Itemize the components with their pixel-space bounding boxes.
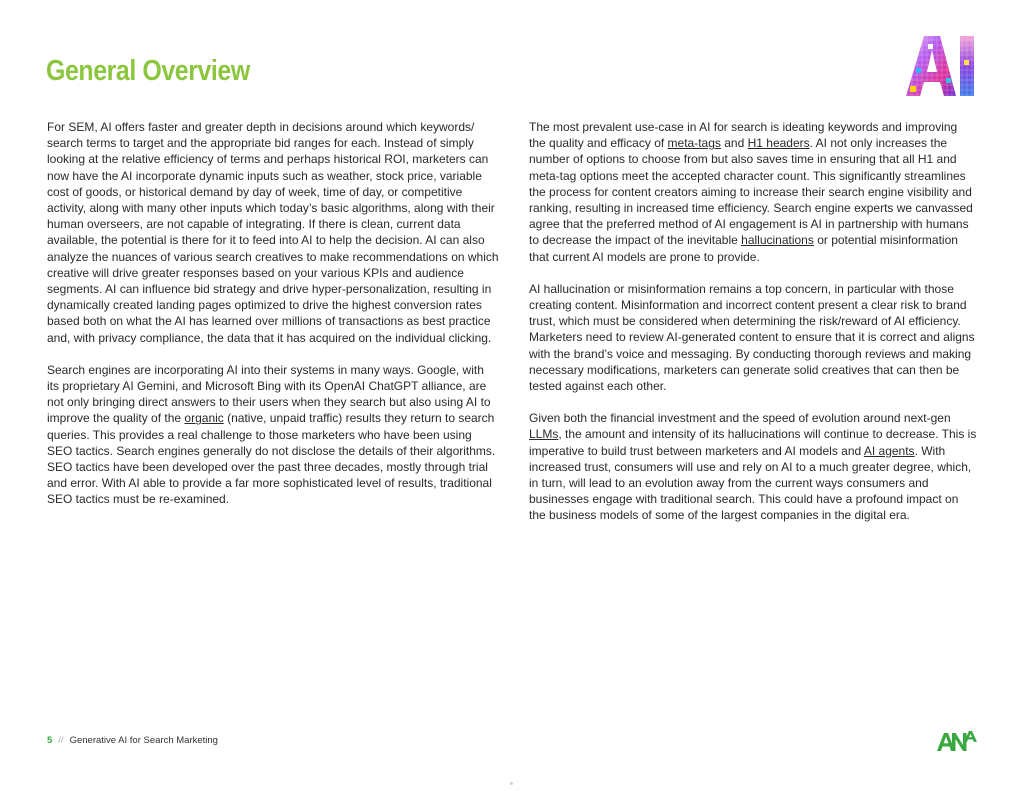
- left-column: [47, 119, 499, 524]
- ana-logo-icon: [935, 730, 979, 752]
- right-column: [529, 119, 977, 540]
- right-paragraph-1-text-b: and: [720, 136, 748, 151]
- right-paragraph-1: [529, 119, 977, 265]
- hallucinations-link[interactable]: hallucinations: [741, 233, 814, 248]
- right-paragraph-3-text-c: . With increased trust, consumers will use and rely on AI to a much greater degree, which, in turn, will lead to an evolution away from the current ways consumers and businesses engage with traditional search. This could have a profound impact on the business models of some of the largest companies in the digital era.: [529, 443, 972, 523]
- left-paragraph-2-text-a: Search engines are incorporating AI into their systems in many ways. Google, with its proprietary AI Gemini, and Microsoft Bing with its OpenAI ChatGPT alliance, are not only bringing direct answers to their users when they search but also using AI to improve the quality of the: [47, 362, 491, 426]
- left-paragraph-2-text-b: (native, unpaid traffic) results they return to search queries. This provides a real challenge to those marketers who have been using SEO tactics. Search engines generally do not disclose the details of their algorithms. SEO tactics have been developed over the past three decades, mostly through trial and error. With AI able to provide a far more sophisticated level of results, traditional SEO tactics must be re-examined.: [47, 411, 496, 507]
- right-paragraph-3-text-a: Given both the financial investment and the speed of evolution around next-gen: [529, 411, 951, 426]
- page-marker-dot: [510, 782, 513, 785]
- ai-logo-icon: [902, 30, 980, 100]
- right-paragraph-1-text-a: The most prevalent use-case in AI for search is ideating keywords and improving the quality and efficacy of: [529, 120, 958, 151]
- right-paragraph-3: [529, 410, 977, 523]
- left-paragraph-1: For SEM, AI offers faster and greater depth in decisions around which keywords/ search terms to target and the appropriate bid ranges for each. Instead of simply looking at the relative efficiency of terms and perhaps historical ROI, marketers can now have the AI incorporate dynamic inputs such as weather, stock price, variable cost of goods, or historical demand by day of week, time of day, or competitive activity, along with many other inputs which today’s basic algorithms, along with their human overseers, are not capable of integrating. If there is clean, current data available, the potential is there for it to feed into AI to help the decision. AI can also analyze the nuances of various search creatives to make recommendations on which creative will drive greater responses based on your various KPIs and audience segments. AI can influence bid strategy and drive hyper-personalization, resulting in dynamically created landing pages optimized to drive the highest conversion rates based both on what the AI has learned over millions of transactions as best practice and, with privacy compliance, the data that it has acquired on the individual clicking.: [47, 120, 499, 345]
- left-paragraph-2: [47, 362, 499, 508]
- page-footer: [47, 735, 218, 746]
- right-paragraph-1-text-d: or potential misinformation that current AI models are prone to provide.: [529, 233, 958, 264]
- meta-tags-link[interactable]: meta-tags: [667, 136, 721, 151]
- footer-separator: //: [58, 735, 64, 746]
- organic-link[interactable]: organic: [184, 411, 224, 426]
- llms-link[interactable]: LLMs: [529, 427, 559, 442]
- right-paragraph-3-text-b: , the amount and intensity of its hallucinations will continue to decrease. This is imperative to build trust between marketers and AI models and: [529, 427, 977, 458]
- ai-agents-link[interactable]: AI agents: [863, 443, 915, 458]
- page-title: General Overview: [46, 55, 250, 87]
- footer-doc-title: Generative AI for Search Marketing: [69, 735, 218, 746]
- right-paragraph-2: AI hallucination or misinformation remains a top concern, in particular with those creating content. Misinformation and incorrect content present a clear risk to brand trust, which must be considered when determining the risk/reward of AI efficiency. Marketers need to review AI-generated content to ensure that it is correct and aligns with the brand’s voice and messaging. By conducting thorough reviews and making necessary modifications, marketers can generate solid creatives that can then be tested against each other.: [529, 281, 975, 394]
- page-number: 5: [47, 735, 53, 746]
- right-paragraph-1-text-c: . AI not only increases the number of options to choose from but also saves time in ensuring that all H1 and meta-tag options meet the accepted character count. This significantly streamlines the process for content creators aiming to increase their search engine visibility and ranking, resulting in increased time efficiency. Search engine experts we canvassed agree that the preferred method of AI engagement is AI in partnership with humans to decrease the impact of the inevitable: [529, 136, 973, 248]
- h1-headers-link[interactable]: H1 headers: [747, 136, 810, 151]
